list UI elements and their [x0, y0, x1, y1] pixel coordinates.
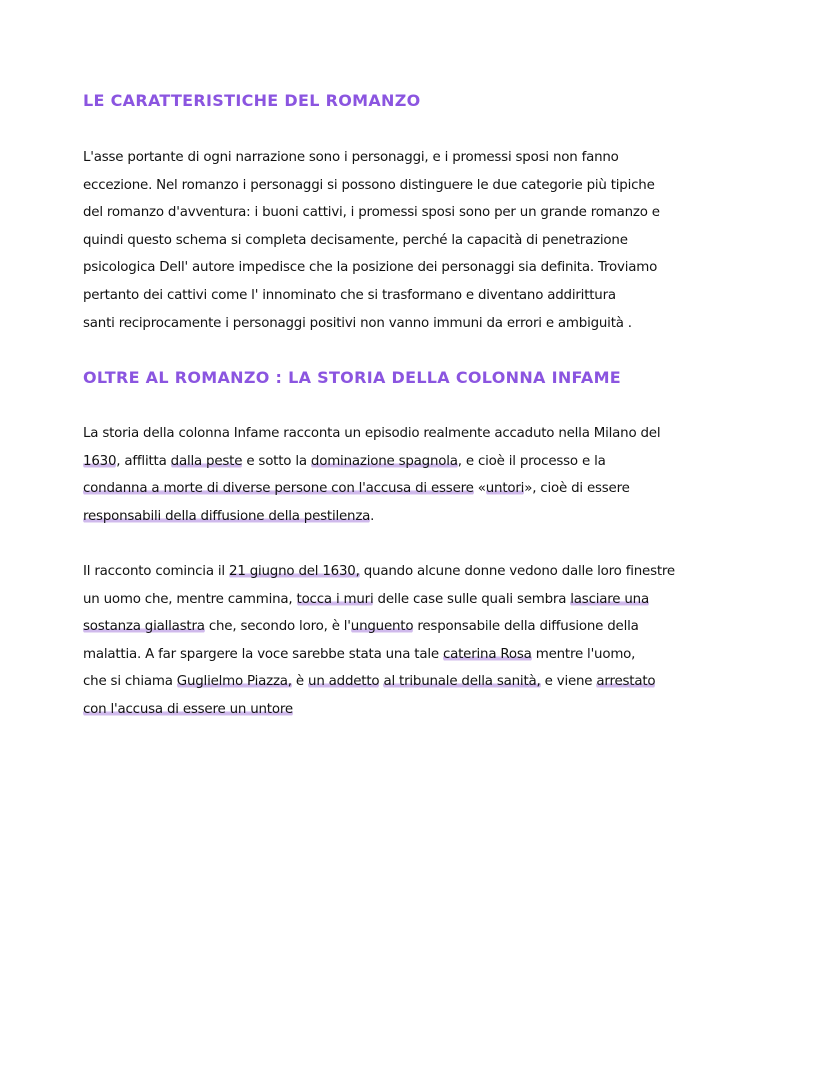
text-segment: L'asse portante di ogni narrazione sono i personaggi, e i promessi sposi non fanno — [83, 150, 619, 165]
text-line — [83, 282, 660, 310]
text-line — [83, 586, 675, 614]
text-segment: Il racconto comincia il — [83, 564, 229, 579]
text-segment: « — [473, 481, 486, 497]
highlighted-text: dalla peste — [170, 453, 243, 469]
highlighted-text: arrestato — [596, 674, 656, 690]
text-segment: psicologica Dell' autore impedisce che la posizione dei personaggi sia definita. Troviamo — [83, 260, 658, 276]
text-segment: quando alcune donne vedono dalle loro finestre — [359, 564, 675, 579]
heading-colonna-infame: OLTRE AL ROMANZO : LA STORIA DELLA COLONNA INFAME — [83, 368, 622, 387]
text-segment: », cioè di essere — [524, 481, 630, 497]
text-line — [83, 475, 660, 503]
text-line — [83, 668, 675, 696]
highlighted-text: Guglielmo Piazza, — [176, 674, 292, 690]
text-segment: , afflitta — [116, 453, 171, 469]
text-segment: quindi questo schema si completa decisamente, perché la capacità di penetrazione — [83, 232, 628, 248]
text-line — [83, 254, 660, 282]
highlighted-text: condanna a morte di diverse persone con l'accusa di essere — [83, 481, 474, 497]
text-segment: e viene — [540, 674, 597, 690]
highlighted-text: responsabili della diffusione della pestilenza — [83, 508, 371, 524]
highlighted-text: lasciare una — [570, 591, 649, 607]
text-line — [83, 448, 660, 476]
text-line — [83, 503, 660, 531]
highlighted-text: untori — [485, 481, 525, 497]
text-segment: La storia della colonna Infame racconta un episodio realmente accaduto nella Milano del — [83, 426, 661, 441]
text-line — [83, 641, 675, 669]
highlighted-text: al tribunale della sanità, — [383, 674, 541, 690]
text-segment: del romanzo d'avventura: i buoni cattivi, i promessi sposi sono per un grande romanzo e — [83, 205, 660, 221]
highlighted-text: un addetto — [308, 674, 380, 690]
text-segment: che, secondo loro, è l' — [204, 619, 351, 635]
text-segment: un uomo che, mentre cammina, — [83, 591, 297, 607]
text-line — [83, 310, 660, 338]
highlighted-text: tocca i muri — [296, 591, 374, 607]
text-segment: delle case sulle quali sembra — [373, 591, 571, 607]
highlighted-text: sostanza giallastra — [83, 619, 205, 635]
text-line — [83, 144, 660, 172]
text-segment: responsabile della diffusione della — [413, 619, 639, 635]
text-segment: , e cioè il processo e la — [457, 453, 606, 469]
text-line — [83, 227, 660, 255]
text-segment: è — [291, 674, 309, 690]
text-segment: mentre l'uomo, — [531, 646, 636, 662]
text-segment: santi reciprocamente i personaggi positivi non vanno immuni da errori e ambiguità . — [83, 315, 632, 331]
text-line — [83, 172, 660, 200]
text-segment: e sotto la — [242, 453, 311, 469]
text-segment: eccezione. Nel romanzo i personaggi si possono distinguere le due categorie più tipiche — [83, 177, 655, 193]
text-segment: malattia. A far spargere la voce sarebbe stata una tale — [83, 646, 443, 662]
highlighted-text: dominazione spagnola — [310, 453, 458, 469]
paragraph-personaggi — [83, 144, 660, 337]
text-segment: pertanto dei cattivi come l' innominato che si trasformano e diventano addirittura — [83, 287, 616, 303]
highlighted-text: con l'accusa di essere un untore — [83, 701, 293, 717]
highlighted-text: 21 giugno del 1630, — [229, 564, 360, 579]
paragraph-colonna-infame — [83, 420, 660, 530]
text-line — [83, 199, 660, 227]
text-line — [83, 558, 675, 586]
text-segment: che si chiama — [83, 674, 177, 690]
text-line — [83, 613, 675, 641]
paragraph-racconto — [83, 558, 675, 724]
text-line — [83, 696, 675, 724]
highlighted-text: caterina Rosa — [442, 646, 532, 662]
highlighted-text: 1630 — [83, 453, 117, 469]
highlighted-text: unguento — [350, 619, 414, 635]
heading-caratteristiche: LE CARATTERISTICHE DEL ROMANZO — [83, 91, 421, 110]
text-segment: . — [370, 508, 375, 524]
text-line — [83, 420, 660, 448]
